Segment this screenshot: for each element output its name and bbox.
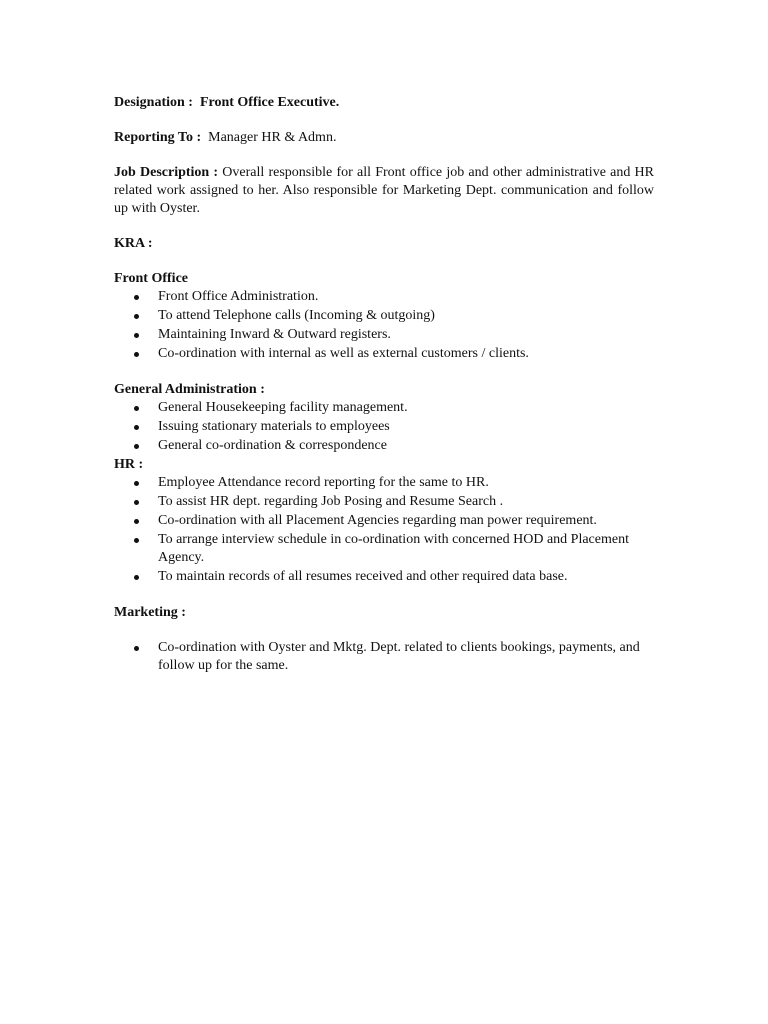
list-item-text: General Housekeeping facility management. <box>158 400 408 415</box>
list-item <box>114 474 654 492</box>
front-office-heading: Front Office <box>114 271 188 286</box>
bullet-icon <box>134 481 139 486</box>
bullet-icon <box>134 352 139 357</box>
designation-label: Designation : <box>114 95 193 110</box>
bullet-icon <box>134 295 139 300</box>
reporting-value: Manager HR & Admn. <box>208 130 337 145</box>
reporting-line <box>114 129 654 147</box>
designation-line <box>114 94 654 112</box>
list-item <box>114 568 654 586</box>
hr-heading: HR : <box>114 457 144 472</box>
list-item <box>114 639 654 675</box>
bullet-icon <box>134 538 139 543</box>
kra-heading: KRA : <box>114 236 153 251</box>
list-item-text: Co-ordination with internal as well as external customers / clients. <box>158 346 529 361</box>
reporting-label: Reporting To : <box>114 130 202 145</box>
list-item-text: Co-ordination with all Placement Agencies regarding man power requirement. <box>158 513 597 528</box>
list-item-text: Issuing stationary materials to employees <box>158 419 390 434</box>
bullet-icon <box>134 314 139 319</box>
hr-list <box>114 474 654 586</box>
job-description-label: Job Description : <box>114 165 219 180</box>
bullet-icon <box>134 444 139 449</box>
list-item-text: Co-ordination with Oyster and Mktg. Dept. related to clients bookings, payments, and follow up for the same. <box>158 640 640 673</box>
list-item-text: To assist HR dept. regarding Job Posing and Resume Search . <box>158 494 504 509</box>
bullet-icon <box>134 575 139 580</box>
marketing-heading: Marketing : <box>114 605 186 620</box>
document-body <box>114 94 654 676</box>
list-item <box>114 326 654 344</box>
marketing-list <box>114 639 654 675</box>
bullet-icon <box>134 500 139 505</box>
list-item <box>114 418 654 436</box>
list-item-text: To attend Telephone calls (Incoming & outgoing) <box>158 308 435 323</box>
front-office-list <box>114 288 654 363</box>
general-admin-list <box>114 399 654 455</box>
bullet-icon <box>134 333 139 338</box>
list-item <box>114 493 654 511</box>
list-item-text: Front Office Administration. <box>158 289 319 304</box>
list-item <box>114 288 654 306</box>
bullet-icon <box>134 519 139 524</box>
list-item-text: Employee Attendance record reporting for the same to HR. <box>158 475 489 490</box>
designation-value: Front Office Executive. <box>199 95 340 110</box>
list-item-text: To arrange interview schedule in co-ordination with concerned HOD and Placement Agency. <box>158 532 629 565</box>
job-description-paragraph <box>114 164 654 218</box>
bullet-icon <box>134 646 139 651</box>
list-item-text: General co-ordination & correspondence <box>158 438 387 453</box>
list-item <box>114 531 654 567</box>
list-item <box>114 512 654 530</box>
list-item <box>114 345 654 363</box>
list-item <box>114 437 654 455</box>
bullet-icon <box>134 406 139 411</box>
bullet-icon <box>134 425 139 430</box>
general-admin-heading: General Administration : <box>114 382 265 397</box>
list-item <box>114 399 654 417</box>
list-item-text: To maintain records of all resumes received and other required data base. <box>158 569 568 584</box>
job-description-text: Overall responsible for all Front office job and other administrative and HR related work assigned to her. Also responsible for Marketing Dept. communication and follow up with Oyster. <box>114 165 654 216</box>
list-item-text: Maintaining Inward & Outward registers. <box>158 327 391 342</box>
list-item <box>114 307 654 325</box>
